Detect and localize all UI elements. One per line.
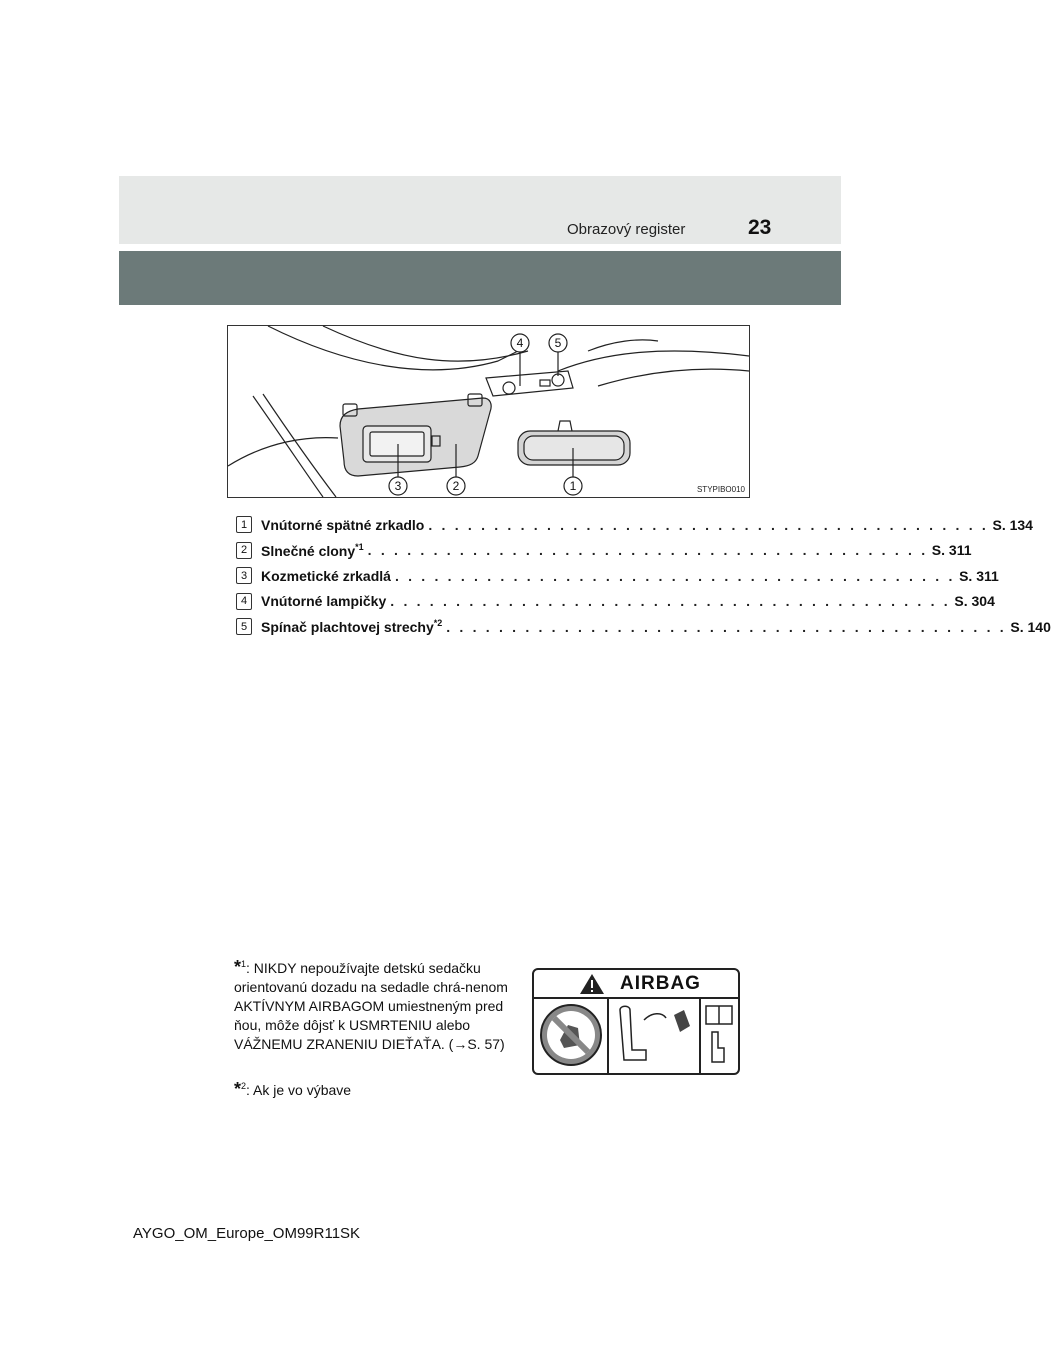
item-label: Slnečné clony$^{*1}$ (261, 541, 364, 559)
page-reference[interactable]: S. 304 (954, 593, 995, 610)
item-label: Kozmetické zrkadlá (261, 567, 391, 584)
footnote-marker: *2 (433, 618, 443, 629)
footnote-mark: *$^2$ (234, 1079, 247, 1099)
leader-dots: . . . . . . . . . . . . . . . . . . . . . . . . . . . . . . . . . . . . . . . . . . . (367, 542, 928, 559)
page-reference[interactable]: S. 140 (1010, 618, 1051, 635)
item-number: 5 (236, 618, 252, 635)
item-number: 1 (236, 516, 252, 533)
item-number: 3 (236, 567, 252, 584)
callout-5: 5 (554, 336, 562, 350)
interior-illustration (227, 325, 750, 498)
item-number: 2 (236, 542, 252, 559)
header-bar (119, 176, 841, 244)
page-reference[interactable]: S. 134 (992, 516, 1033, 533)
callout-2: 2 (452, 479, 460, 493)
leader-dots: . . . . . . . . . . . . . . . . . . . . . . . . . . . . . . . . . . . . . . . . . . . (446, 618, 1007, 635)
list-item (236, 614, 1051, 640)
header-band (119, 251, 841, 305)
list-item (236, 563, 999, 589)
leader-dots: . . . . . . . . . . . . . . . . . . . . . . . . . . . . . . . . . . . . . . . . . . . (394, 567, 956, 584)
page-number: 23 (748, 216, 772, 239)
leader-dots: . . . . . . . . . . . . . . . . . . . . . . . . . . . . . . . . . . . . . . . . . . . (428, 516, 989, 533)
callout-1: 1 (569, 479, 577, 493)
document-code: AYGO_OM_Europe_OM99R11SK (133, 1225, 361, 1242)
leader-dots: . . . . . . . . . . . . . . . . . . . . . . . . . . . . . . . . . . . . . . . . . . . (390, 593, 951, 610)
footnote-1 (234, 955, 519, 1054)
airbag-warning-label (532, 968, 740, 1075)
item-label: Vnútorné lampičky (261, 593, 387, 610)
callout-3: 3 (394, 479, 402, 493)
item-number: 4 (236, 593, 252, 610)
footnote-2 (234, 1077, 351, 1100)
footnote-text: : Ak je vo výbave (246, 1082, 352, 1098)
ceiling-drawing (228, 326, 749, 497)
section-title: Obrazový register (567, 221, 686, 238)
list-item (236, 589, 995, 615)
figure-code: STYPIBO010 (696, 485, 745, 494)
callout-4: 4 (516, 336, 524, 350)
list-item (236, 538, 972, 564)
page-reference[interactable]: S. 311 (959, 567, 999, 584)
footnote-mark: *$^1$ (234, 957, 247, 977)
item-label: Spínač plachtovej strechy$^{*2}$ (261, 618, 443, 636)
footnote-marker: *1 (355, 541, 364, 552)
component-list (236, 512, 1051, 640)
item-label: Vnútorné spätné zrkadlo (261, 516, 425, 533)
footnote-text: : NIKDY nepoužívajte detskú sedačku orientovanú dozadu na sedadle chrá-nenom AKTÍVNYM AIRBAGOM umiestneným pred ňou, môže dôjsť k USMRTENIU alebo VÁŽNEMU ZRANENIU DIEŤAŤA. (→S. 57) (234, 960, 508, 1052)
list-item (236, 512, 1033, 538)
page-reference[interactable]: S. 311 (931, 542, 972, 559)
airbag-text: AIRBAG (620, 973, 701, 994)
